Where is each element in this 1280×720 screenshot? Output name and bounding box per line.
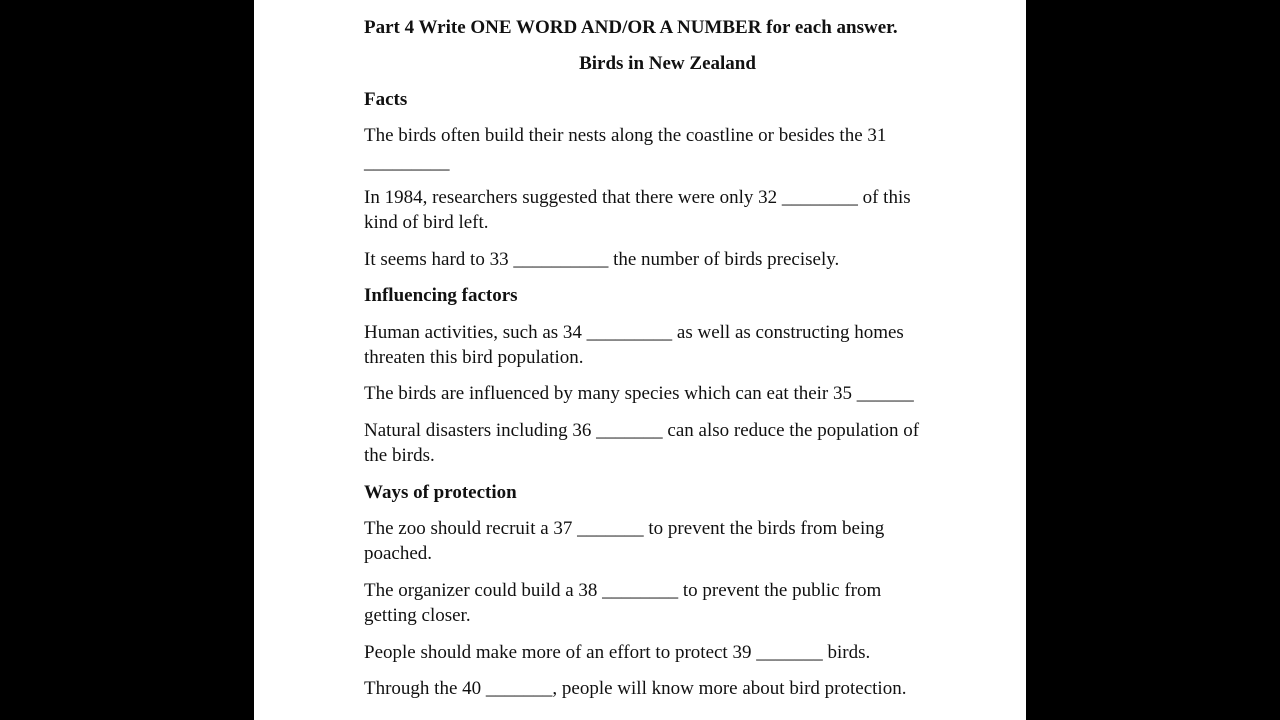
section-heading-facts: Facts bbox=[364, 89, 408, 110]
section-heading-ways-of-protection: Ways of protection bbox=[364, 482, 517, 503]
question-32-text: In 1984, researchers suggested that there were only 32 ________ of this bbox=[364, 187, 911, 208]
question-36-text-cont: the birds. bbox=[364, 445, 435, 466]
question-31-text: The birds often build their nests along the coastline or besides the 31 bbox=[364, 125, 887, 146]
question-40-text: Through the 40 _______, people will know more about bird protection. bbox=[364, 678, 907, 699]
question-38-text-cont: getting closer. bbox=[364, 605, 471, 626]
question-32-text-cont: kind of bird left. bbox=[364, 212, 489, 233]
section-heading-influencing-factors: Influencing factors bbox=[364, 285, 518, 306]
question-33-text: It seems hard to 33 __________ the number of birds precisely. bbox=[364, 249, 840, 270]
question-31-blank: _________ bbox=[364, 152, 450, 173]
question-34-text-cont: threaten this bird population. bbox=[364, 347, 584, 368]
question-37-text: The zoo should recruit a 37 _______ to prevent the birds from being bbox=[364, 518, 885, 539]
question-37-text-cont: poached. bbox=[364, 543, 433, 564]
worksheet-page bbox=[254, 0, 1026, 720]
question-38-text: The organizer could build a 38 ________ to prevent the public from bbox=[364, 580, 882, 601]
instruction-heading: Part 4 Write ONE WORD AND/OR A NUMBER for each answer. bbox=[364, 17, 898, 38]
question-39-text: People should make more of an effort to protect 39 _______ birds. bbox=[364, 642, 871, 663]
question-36-text: Natural disasters including 36 _______ can also reduce the population of bbox=[364, 420, 920, 441]
page-title: Birds in New Zealand bbox=[579, 53, 756, 74]
question-34-text: Human activities, such as 34 _________ as well as constructing homes bbox=[364, 322, 904, 343]
question-35-text: The birds are influenced by many species which can eat their 35 ______ bbox=[364, 383, 914, 404]
